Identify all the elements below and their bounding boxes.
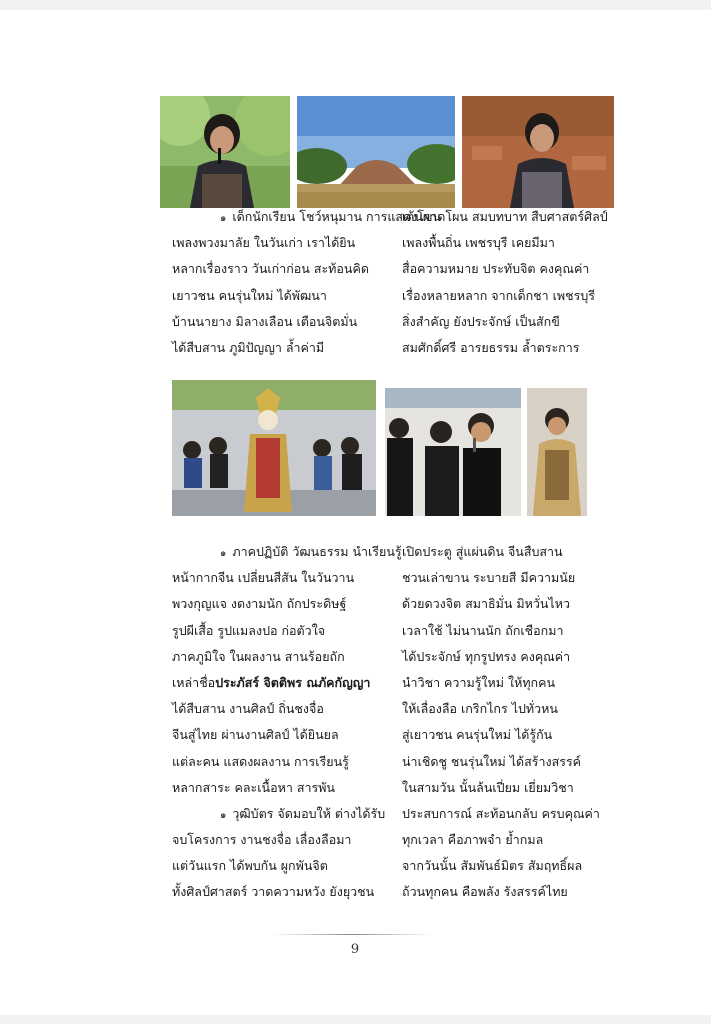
verse-line: ได้สืบสาน งานศิลป์ ถิ่นชงจื่อ bbox=[172, 701, 324, 717]
verse-line bbox=[172, 539, 402, 565]
section2-right-column bbox=[402, 539, 600, 906]
verse-line bbox=[172, 204, 441, 230]
photo-khon-performer-audience bbox=[172, 380, 376, 516]
verse-line: บ้านนายาง มิลางเลือน เตือนจิตมั่น bbox=[172, 313, 358, 329]
verse-line: ถ้วนทุกคน คือพลัง รังสรรค์ไทย bbox=[402, 884, 568, 900]
photo-woman-speaking-trees bbox=[160, 96, 290, 208]
verse-line: สื่อความหมาย ประทับจิต คงคุณค่า bbox=[402, 261, 590, 277]
verse-line: แต่ละคน แสดงผลงาน การเรียนรู้ bbox=[172, 753, 349, 769]
verse-line: เพลงพื้นถิ่น เพชรบุรี เคยมีมา bbox=[402, 235, 555, 251]
photo-ruined-stupa-landscape bbox=[297, 96, 455, 208]
verse-line: ภาคภูมิใจ ในผลงาน สานร้อยถัก bbox=[172, 648, 345, 664]
verse-line: เรื่องหลายหลาก จากเด็กชา เพชรบุรี bbox=[402, 287, 596, 303]
verse-line: เวลาใช้ ไม่นานนัก ถักเชือกมา bbox=[402, 622, 564, 638]
verse-line: หลากสาระ คละเนื้อหา สารพัน bbox=[172, 779, 335, 795]
verse-line: ประสบการณ์ สะท้อนกลับ ครบคุณค่า bbox=[402, 805, 600, 821]
section1-right-column bbox=[402, 204, 608, 361]
verse-line: ด้วยดวงจิต สมาธิมั่น มิหวั่นไหว bbox=[402, 596, 570, 612]
verse-line: หน้ากากจีน เปลี่ยนสีสัน ในวันวาน bbox=[172, 570, 355, 586]
verse-text: ภาคปฏิบัติ วัฒนธรรม นำเรียนรู้ bbox=[232, 544, 402, 559]
bullet-mark: ๑ bbox=[220, 548, 227, 559]
photo-student-traditional-costume bbox=[527, 388, 587, 516]
bullet-mark: ๑ bbox=[220, 809, 227, 821]
verse-text: เหล่าชื่อ bbox=[172, 674, 216, 690]
verse-line: น่าเชิดชู ชนรุ่นใหม่ ได้สร้างสรรค์ bbox=[402, 753, 582, 769]
verse-line: จีนสู่ไทย ผ่านงานศิลป์ ได้ยินยล bbox=[172, 727, 339, 743]
photo-woman-speaking-brick-ruins bbox=[462, 96, 614, 208]
verse-line: ในสามวัน นั้นล้นเปี่ยม เยี่ยมวิชา bbox=[402, 779, 574, 795]
page-number: 9 bbox=[350, 942, 360, 957]
verse-line: ได้สืบสาน ภูมิปัญญา ล้ำค่ามี bbox=[172, 339, 325, 355]
verse-line: ให้เลื่องลือ เกริกไกร ไปทั่วหน bbox=[402, 701, 558, 717]
student-names: ประภัสร์ จิตติพร ณภัคกัญญา bbox=[215, 674, 371, 690]
verse-line: ทั้งศิลป์ศาสตร์ วาดความหวัง ยังยุวชน bbox=[172, 884, 375, 900]
verse-line: สมศักดิ์ศรี อารยธรรม ล้ำตระการ bbox=[402, 339, 580, 355]
section1-left-column bbox=[172, 204, 441, 361]
verse-line: แต่วันแรก ได้พบกัน ผูกพันจิต bbox=[172, 858, 328, 874]
verse-line: เปิดประตู สู่แผ่นดิน จีนสืบสาน bbox=[402, 544, 563, 559]
verse-line: รูปผีเสื้อ รูปแมลงปอ ก่อตัวใจ bbox=[172, 622, 326, 638]
verse-line: จากวันนั้น สัมพันธ์มิตร สัมฤทธิ์ผล bbox=[402, 858, 583, 874]
verse-line: ชวนเล่าขาน ระบายสี มีความนัย bbox=[402, 570, 576, 586]
verse-text: วุฒิบัตร จัดมอบให้ ต่างได้รับ bbox=[232, 805, 386, 821]
verse-line bbox=[172, 801, 402, 827]
verse-text: เด็กนักเรียน โชว์หนุมาน การแสดงโขน bbox=[232, 209, 442, 224]
section2-left-column bbox=[172, 539, 402, 906]
verse-line: เพลงพวงมาลัย ในวันเก่า เราได้ยิน bbox=[172, 235, 356, 251]
verse-line: สู่เยาวชน คนรุ่นใหม่ ได้รู้กัน bbox=[402, 727, 553, 743]
verse-line: ได้ประจักษ์ ทุกรูปทรง คงคุณค่า bbox=[402, 648, 571, 664]
verse-line: เต้นผาดโผน สมบทบาท สืบศาสตร์ศิลป์ bbox=[402, 209, 608, 224]
verse-line: สิ่งสำคัญ ยังประจักษ์ เป็นสักขี bbox=[402, 313, 560, 329]
verse-line: ทุกเวลา คือภาพจำ ย้ำกมล bbox=[402, 832, 544, 848]
verse-line: หลากเรื่องราว วันเก่าก่อน สะท้อนคิด bbox=[172, 261, 369, 277]
verse-line: พวงกุญแจ งดงามนัก ถักประดิษฐ์ bbox=[172, 596, 347, 612]
verse-line: นำวิชา ความรู้ใหม่ ให้ทุกคน bbox=[402, 674, 556, 690]
bullet-mark: ๑ bbox=[220, 213, 227, 224]
verse-line: เยาวชน คนรุ่นใหม่ ได้พัฒนา bbox=[172, 287, 327, 303]
footer-divider bbox=[272, 934, 432, 935]
document-page bbox=[0, 10, 711, 1015]
verse-line bbox=[172, 670, 402, 696]
photo-students-microphone bbox=[385, 388, 521, 516]
verse-line: จบโครงการ งานชงจื่อ เลื่องลือมา bbox=[172, 832, 352, 848]
